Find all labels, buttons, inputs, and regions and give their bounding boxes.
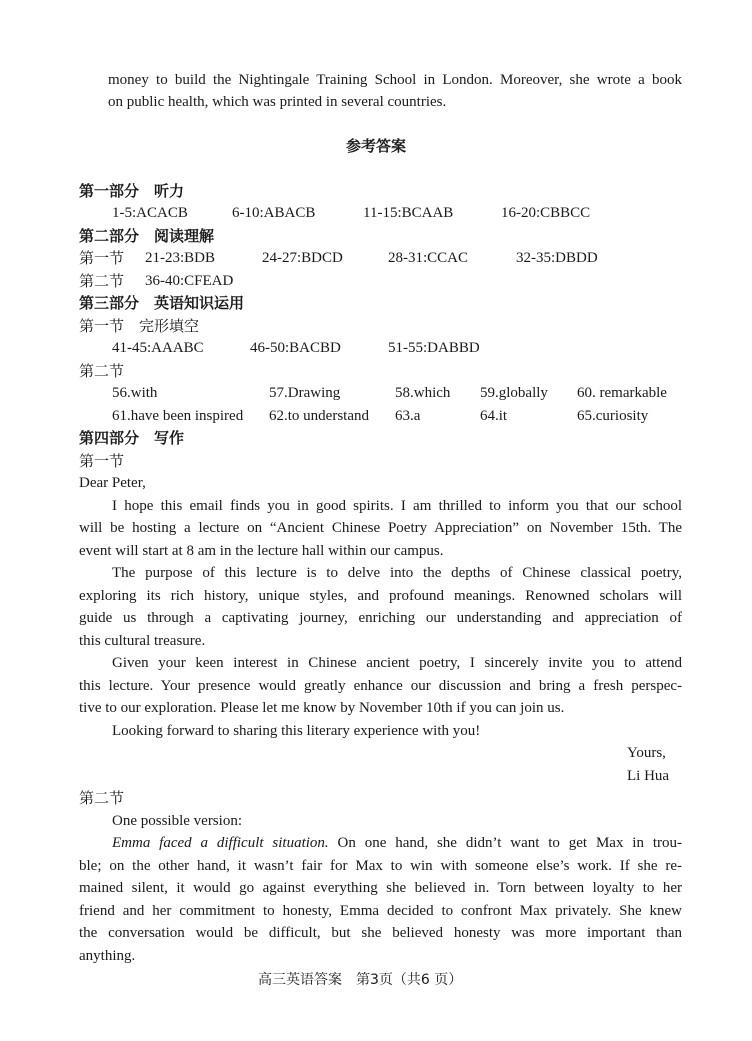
story-line xyxy=(112,834,682,852)
letter-signature: Li Hua xyxy=(627,768,670,784)
letter-line: this lecture. Your presence would greatly enhance our discussion and bring a fresh perspec- xyxy=(79,678,682,694)
part2-answer: 28-31:CCAC xyxy=(388,250,469,266)
letter-line: tive to our exploration. Please let me know by November 10th if you can join us. xyxy=(79,700,565,716)
part2-sec1-label: 第一节 xyxy=(79,249,125,267)
blank-answer: 61.have been inspired xyxy=(112,408,244,424)
letter-line: The purpose of this lecture is to delve into the depths of Chinese classical poetry, xyxy=(112,565,682,581)
story-line: friend and her commitment to honesty, Emma decided to confront Max privately. She knew xyxy=(79,903,682,919)
part1-heading: 第一部分 听力 xyxy=(79,182,185,200)
part3-answer: 46-50:BACBD xyxy=(250,340,341,356)
part2-answer: 21-23:BDB xyxy=(145,250,216,266)
story-line: the conversation would be difficult, but she believed honesty was more important than xyxy=(79,925,682,941)
letter-line: will be hosting a lecture on “Ancient Chinese Poetry Appreciation” on November 15th. The xyxy=(79,520,682,536)
letter-line: exploring its rich history, unique styles, and profound meanings. Renowned scholars will xyxy=(79,588,682,604)
part4-heading: 第四部分 写作 xyxy=(79,429,185,447)
letter-line: Given your keen interest in Chinese ancient poetry, I sincerely invite you to attend xyxy=(112,655,682,671)
letter-line: Looking forward to sharing this literary experience with you! xyxy=(112,723,481,739)
story-line: ble; on the other hand, it wasn’t fair for Max to win with someone else’s work. If she re- xyxy=(79,858,682,874)
part1-answer: 6-10:ABACB xyxy=(232,205,316,221)
blank-answer: 63.a xyxy=(395,408,421,424)
blank-answer: 65.curiosity xyxy=(577,408,649,424)
letter-line: event will start at 8 am in the lecture hall within our campus. xyxy=(79,543,444,559)
part2-heading: 第二部分 阅读理解 xyxy=(79,227,215,245)
part3-answer: 51-55:DABBD xyxy=(388,340,480,356)
blank-answer: 58.which xyxy=(395,385,451,401)
story-opening: Emma faced a difficult situation. xyxy=(112,835,329,851)
part4-sec2-label: 第二节 xyxy=(79,789,125,807)
answer-title: 参考答案 xyxy=(346,137,407,155)
story-line: mained silent, it would go against everything she believed in. Torn between loyalty to her xyxy=(79,880,682,896)
part3-sec1-label: 第一节 完形填空 xyxy=(79,317,200,335)
version-label: One possible version: xyxy=(112,813,242,829)
story-line: anything. xyxy=(79,948,136,964)
letter-line: I hope this email finds you in good spirits. I am thrilled to inform you that our school xyxy=(112,498,682,514)
letter-closing: Yours, xyxy=(627,745,666,761)
blank-answer: 59.globally xyxy=(480,385,548,401)
part3-heading: 第三部分 英语知识运用 xyxy=(79,294,245,312)
part1-answer: 1-5:ACACB xyxy=(112,205,188,221)
part2-answer: 32-35:DBDD xyxy=(516,250,598,266)
letter-line: guide us through a captivating journey, enriching our understanding and appreciation of xyxy=(79,610,682,626)
blank-answer: 62.to understand xyxy=(269,408,369,424)
intro-line-2: on public health, which was printed in several countries. xyxy=(108,94,447,110)
letter-greeting: Dear Peter, xyxy=(79,475,146,491)
part1-answer: 11-15:BCAAB xyxy=(363,205,454,221)
part2-answer: 24-27:BDCD xyxy=(262,250,343,266)
blank-answer: 60. remarkable xyxy=(577,385,667,401)
blank-answer: 57.Drawing xyxy=(269,385,341,401)
part3-answer: 41-45:AAABC xyxy=(112,340,204,356)
part2-sec2-answer: 36-40:CFEAD xyxy=(145,273,234,289)
blank-answer: 64.it xyxy=(480,408,508,424)
page-footer: 高三英语答案 第3页（共6 页） xyxy=(258,972,463,988)
letter-line: this cultural treasure. xyxy=(79,633,206,649)
part2-sec2-label: 第二节 xyxy=(79,272,125,290)
part1-answer: 16-20:CBBCC xyxy=(501,205,591,221)
intro-line-1: money to build the Nightingale Training School in London. Moreover, she wrote a book xyxy=(108,72,682,88)
part3-sec2-label: 第二节 xyxy=(79,362,125,380)
blank-answer: 56.with xyxy=(112,385,158,401)
part4-sec1-label: 第一节 xyxy=(79,452,125,470)
story-line1-rest: On one hand, she didn’t want to get Max in trou- xyxy=(328,835,682,851)
